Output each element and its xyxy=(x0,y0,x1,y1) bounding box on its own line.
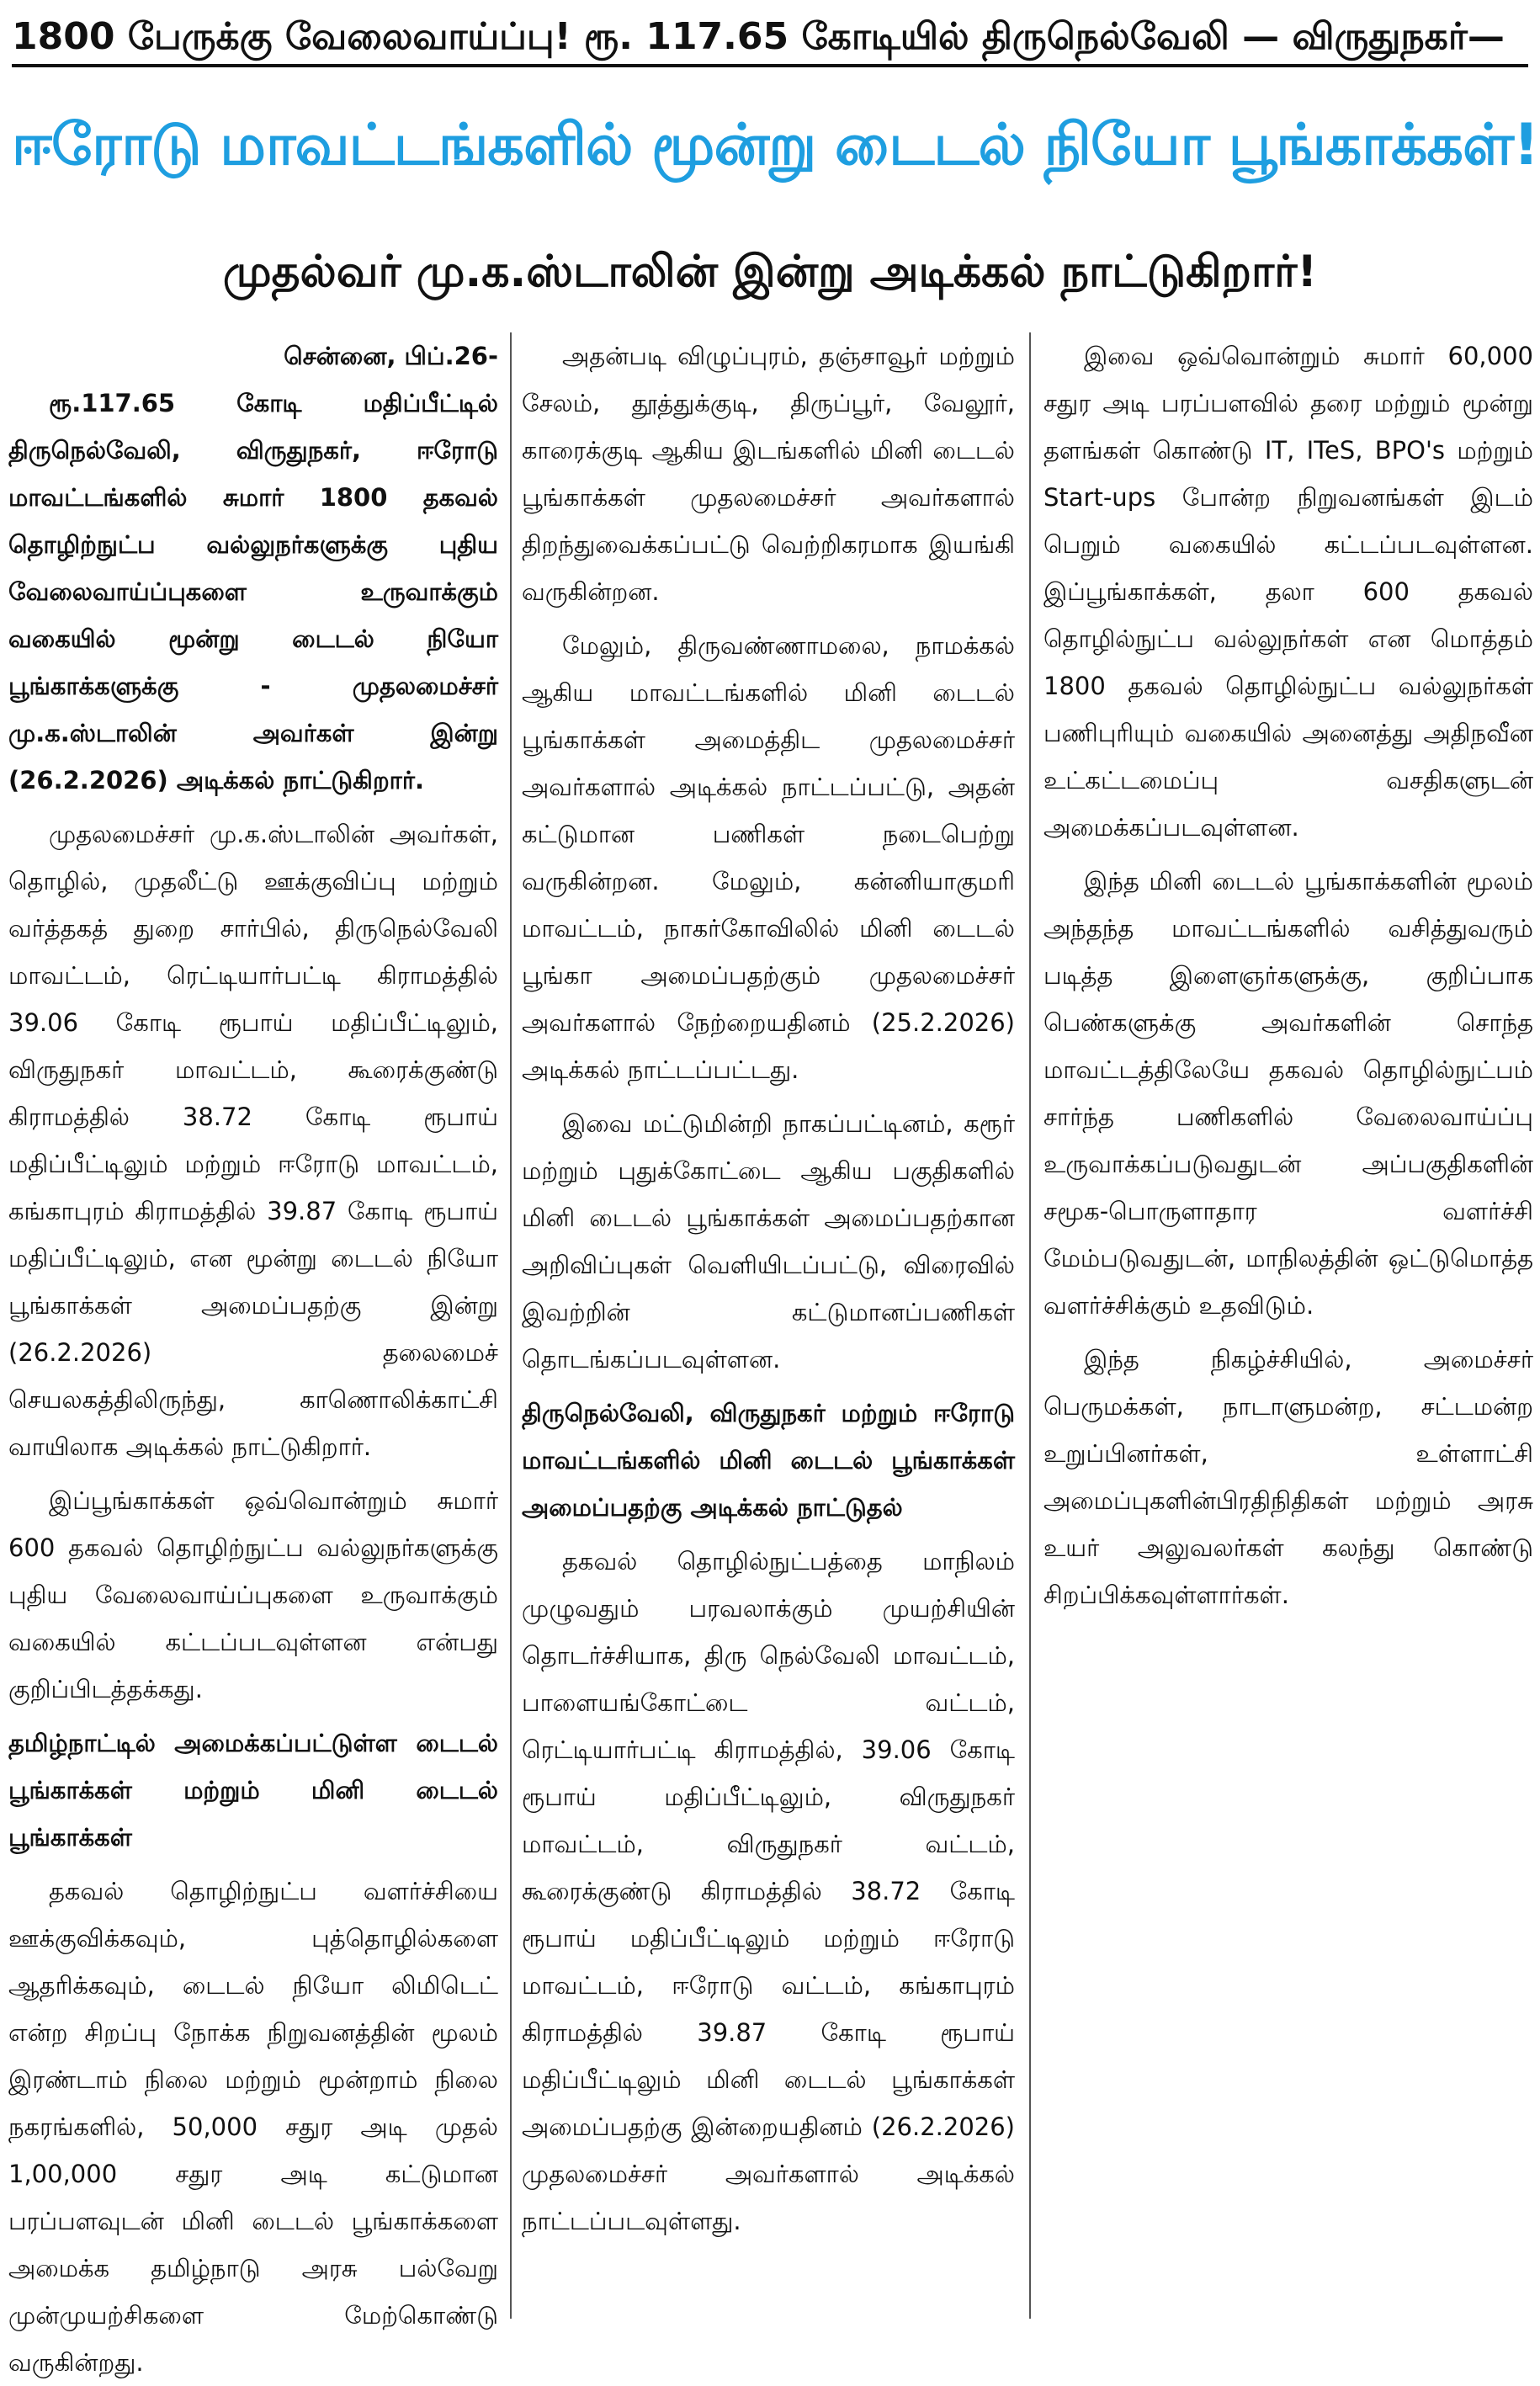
column-divider-1 xyxy=(510,332,512,2319)
article-column-3 xyxy=(1043,332,1533,2319)
article-column-2 xyxy=(522,332,1015,2319)
paragraph-3: தகவல் தொழிற்நுட்ப வளர்ச்சியை ஊக்குவிக்கவும், புத்தொழில்களை ஆதரிக்கவும், டைடல் நியோ லிமிடெட் என்ற சிறப்பு நோக்க நிறுவனத்தின் மூலம் இரண்டாம் நிலை மற்றும் மூன்றாம் நிலை நகரங்களில், 50,000 சதுர அடி முதல் 1,00,000 சதுர அடி கட்டுமான பரப்பளவுடன் மினி டைடல் பூங்காக்களை அமைக்க தமிழ்நாடு அரசு பல்வேறு முன்முயற்சிகளை மேற்கொண்டு வருகின்றது. xyxy=(8,1877,498,2377)
paragraph-10: இந்த நிகழ்ச்சியில், அமைச்சர் பெருமக்கள், நாடாளுமன்ற, சட்டமன்ற உறுப்பினர்கள், உள்ளாட்சி அமைப்புகளின்பிரதிநிதிகள் மற்றும் அரசு உயர் அலுவலர்கள் கலந்து கொண்டு சிறப்பிக்கவுள்ளார்கள். xyxy=(1043,1345,1533,1609)
paragraph-6: இவை மட்டுமின்றி நாகப்பட்டினம், கரூர் மற்றும் புதுக்கோட்டை ஆகிய பகுதிகளில் மினி டைடல் பூங்காக்கள் அமைப்பதற்கான அறிவிப்புகள் வெளியிடப்பட்டு, விரைவில் இவற்றின் கட்டுமானப்பணிகள் தொடங்கப்படவுள்ளன. xyxy=(522,1109,1015,1374)
paragraph-7: தகவல் தொழில்நுட்பத்தை மாநிலம் முழுவதும் பரவலாக்கும் முயற்சியின் தொடர்ச்சியாக, திரு நெல்வேலி மாவட்டம், பாளையங்கோட்டை வட்டம், ரெட்டியார்பட்டி கிராமத்தில், 39.06 கோடி ரூபாய் மதிப்பீட்டிலும், விருதுநகர் மாவட்டம், விருதுநகர் வட்டம், கூரைக்குண்டு கிராமத்தில் 38.72 கோடி ரூபாய் மதிப்பீட்டிலும் மற்றும் ஈரோடு மாவட்டம், ஈரோடு வட்டம், கங்காபுரம் கிராமத்தில் 39.87 கோடி ரூபாய் மதிப்பீட்டிலும் மினி டைடல் பூங்காக்கள் அமைப்பதற்கு இன்றையதினம் (26.2.2026) முதலமைச்சர் அவர்களால் அடிக்கல் நாட்டப்படவுள்ளது. xyxy=(522,1547,1015,2235)
subheading-2: திருநெல்வேலி, விருதுநகர் மற்றும் ஈரோடு மாவட்டங்களில் மினி டைடல் பூங்காக்கள் அமைப்பதற்கு அடிக்கல் நாட்டுதல் xyxy=(522,1399,1015,1522)
article-column-1 xyxy=(8,332,498,2377)
paragraph-8: இவை ஒவ்வொன்றும் சுமார் 60,000 சதுர அடி பரப்பளவில் தரை மற்றும் மூன்று தளங்கள் கொண்டு IT, ITeS, BPO's மற்றும் Start-ups போன்ற நிறுவனங்கள் இடம் பெறும் வகையில் கட்டப்படவுள்ளன. இப்பூங்காக்கள், தலா 600 தகவல் தொழில்நுட்ப வல்லுநர்கள் என மொத்தம் 1800 தகவல் தொழில்நுட்ப வல்லுநர்கள் பணிபுரியும் வகையில் அனைத்து அதிநவீன உட்கட்டமைப்பு வசதிகளுடன் அமைக்கப்படவுள்ளன. xyxy=(1043,342,1533,842)
headline-sub: முதல்வர் மு.க.ஸ்டாலின் இன்று அடிக்கல் நாட்டுகிறார்! xyxy=(222,247,1318,297)
paragraph-2: இப்பூங்காக்கள் ஒவ்வொன்றும் சுமார் 600 தகவல் தொழிற்நுட்ப வல்லுநர்களுக்கு புதிய வேலைவாய்ப்புகளை உருவாக்கும் வகையில் கட்டப்படவுள்ளன என்பது குறிப்பிடத்தக்கது. xyxy=(8,1486,498,1703)
column-divider-2 xyxy=(1029,332,1031,2319)
headline-top: 1800 பேருக்கு வேலைவாய்ப்பு! ரூ. 117.65 கோடியில் திருநெல்வேலி — விருதுநகர்— xyxy=(12,7,1528,67)
lead-paragraph: ரூ.117.65 கோடி மதிப்பீட்டில் திருநெல்வேலி, விருதுநகர், ஈரோடு மாவட்டங்களில் சுமார் 1800 தகவல் தொழிற்நுட்ப வல்லுநர்களுக்கு புதிய வேலைவாய்ப்புகளை உருவாக்கும் வகையில் மூன்று டைடல் நியோ பூங்காக்களுக்கு - முதலமைச்சர் மு.க.ஸ்டாலின் அவர்கள் இன்று (26.2.2026) அடிக்கல் நாட்டுகிறார். xyxy=(8,389,498,794)
paragraph-5: மேலும், திருவண்ணாமலை, நாமக்கல் ஆகிய மாவட்டங்களில் மினி டைடல் பூங்காக்கள் அமைத்திட முதலமைச்சர் அவர்களால் அடிக்கல் நாட்டப்பட்டு, அதன் கட்டுமான பணிகள் நடைபெற்று வருகின்றன. மேலும், கன்னியாகுமரி மாவட்டம், நாகர்கோவிலில் மினி டைடல் பூங்கா அமைப்பதற்கும் முதலமைச்சர் அவர்களால் நேற்றையதினம் (25.2.2026) அடிக்கல் நாட்டப்பட்டது. xyxy=(522,631,1015,1084)
paragraph-9: இந்த மினி டைடல் பூங்காக்களின் மூலம் அந்தந்த மாவட்டங்களில் வசித்துவரும் படித்த இளைஞர்களுக்கு, குறிப்பாக பெண்களுக்கு அவர்களின் சொந்த மாவட்டத்திலேயே தகவல் தொழில்நுட்பம் சார்ந்த பணிகளில் வேலைவாய்ப்பு உருவாக்கப்படுவதுடன் அப்பகுதிகளின் சமூக-பொருளாதார வளர்ச்சி மேம்படுவதுடன், மாநிலத்தின் ஒட்டுமொத்த வளர்ச்சிக்கும் உதவிடும். xyxy=(1043,867,1533,1320)
paragraph-1: முதலமைச்சர் மு.க.ஸ்டாலின் அவர்கள், தொழில், முதலீட்டு ஊக்குவிப்பு மற்றும் வர்த்தகத் துறை சார்பில், திருநெல்வேலி மாவட்டம், ரெட்டியார்பட்டி கிராமத்தில் 39.06 கோடி ரூபாய் மதிப்பீட்டிலும், விருதுநகர் மாவட்டம், கூரைக்குண்டு கிராமத்தில் 38.72 கோடி ரூபாய் மதிப்பீட்டிலும் மற்றும் ஈரோடு மாவட்டம், கங்காபுரம் கிராமத்தில் 39.87 கோடி ரூபாய் மதிப்பீட்டிலும், என மூன்று டைடல் நியோ பூங்காக்கள் அமைப்பதற்கு இன்று (26.2.2026) தலைமைச் செயலகத்திலிருந்து, காணொலிக்காட்சி வாயிலாக அடிக்கல் நாட்டுகிறார். xyxy=(8,820,498,1461)
headline-main: ஈரோடு மாவட்டங்களில் மூன்று டைடல் நியோ பூங்காக்கள்! xyxy=(12,112,1539,178)
dateline: சென்னை, பிப்.26- xyxy=(284,342,498,370)
subheading-1: தமிழ்நாட்டில் அமைக்கப்பட்டுள்ள டைடல் பூங்காக்கள் மற்றும் மினி டைடல் பூங்காக்கள் xyxy=(8,1729,498,1852)
paragraph-4: அதன்படி விழுப்புரம், தஞ்சாவூர் மற்றும் சேலம், தூத்துக்குடி, திருப்பூர், வேலூர், காரைக்குடி ஆகிய இடங்களில் மினி டைடல் பூங்காக்கள் முதலமைச்சர் அவர்களால் திறந்துவைக்கப்பட்டு வெற்றிகரமாக இயங்கி வருகின்றன. xyxy=(522,342,1015,606)
